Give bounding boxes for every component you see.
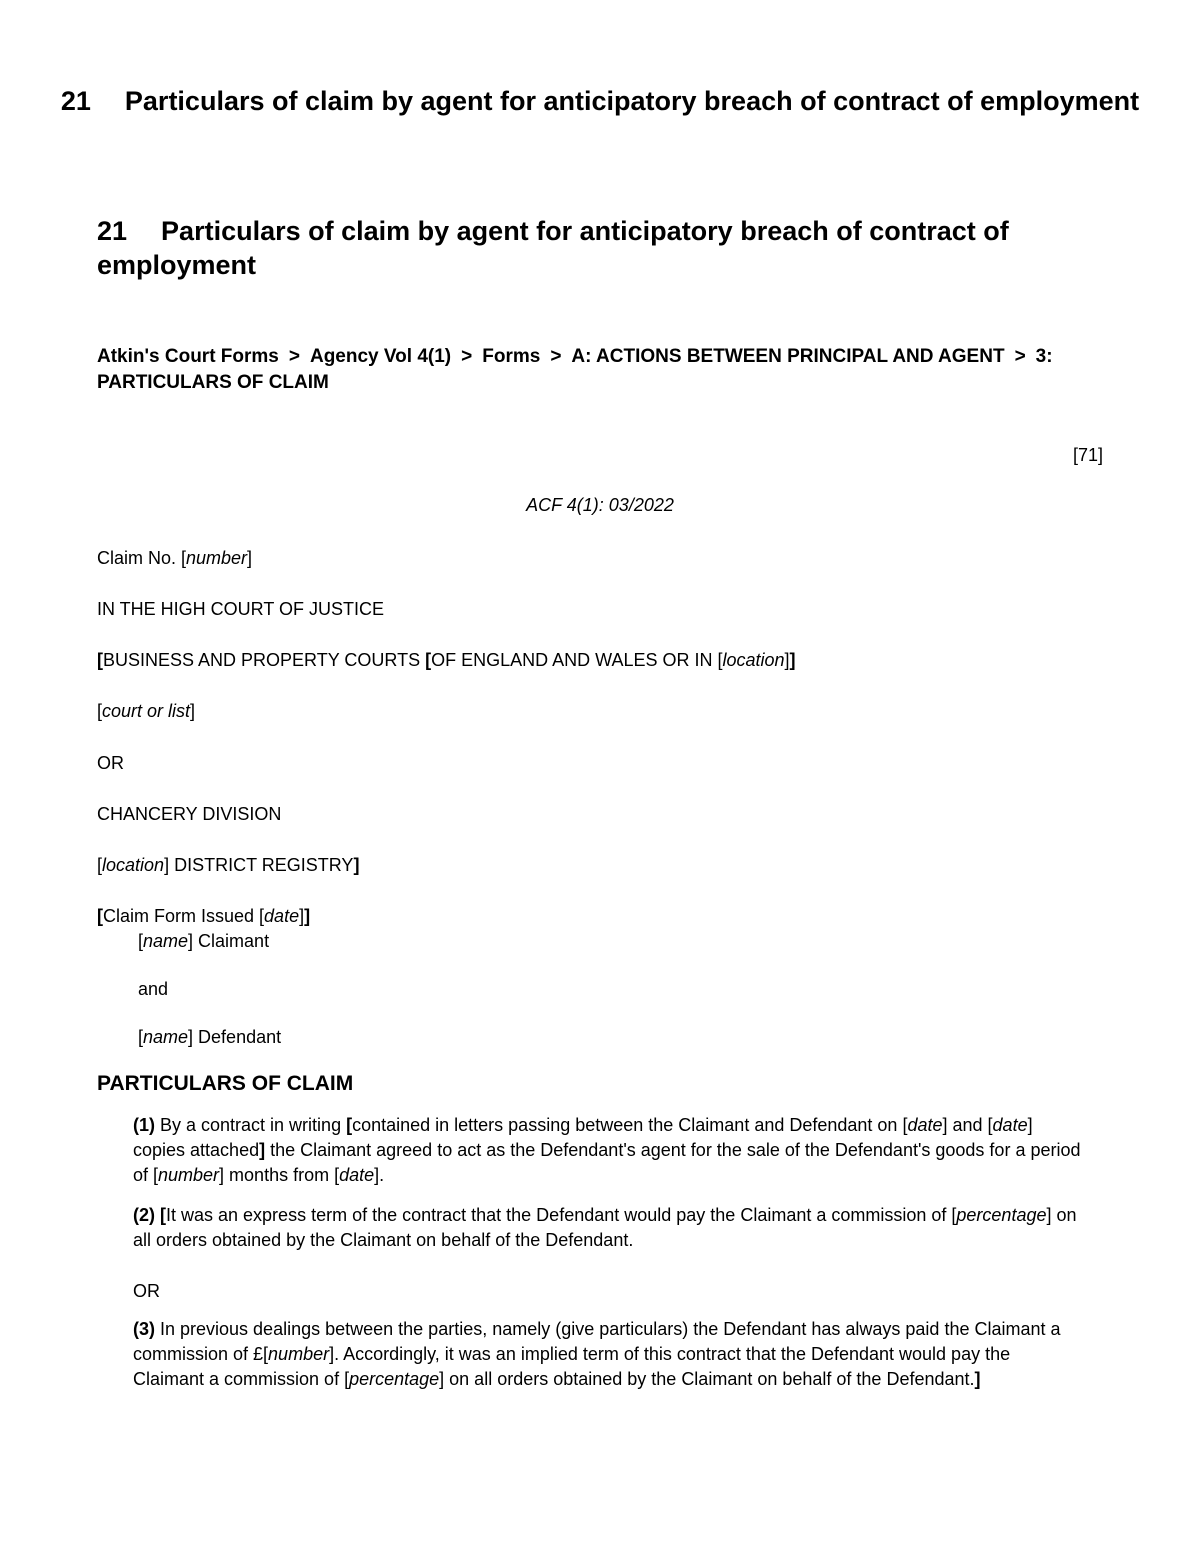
- page-title-centered: [60, 84, 1140, 118]
- title-text: Particulars of claim by agent for anticipatory breach of contract of employment: [124, 86, 1140, 116]
- claimant-line: [name] Claimant: [138, 931, 270, 951]
- court-name: IN THE HIGH COURT OF JUSTICE: [97, 599, 385, 619]
- district-registry: [location] DISTRICT REGISTRY]: [97, 855, 360, 875]
- breadcrumb-item[interactable]: Atkin's Court Forms: [97, 346, 279, 367]
- breadcrumb-separator: >: [550, 346, 562, 367]
- or-separator: OR: [133, 1281, 160, 1301]
- page-reference: [71]: [1072, 445, 1103, 465]
- breadcrumb-item[interactable]: Agency Vol 4(1): [309, 346, 452, 367]
- business-courts-line: [BUSINESS AND PROPERTY COURTS [OF ENGLAND AND WALES OR IN [location]]: [97, 650, 796, 670]
- breadcrumb-item[interactable]: A: ACTIONS BETWEEN PRINCIPAL AND AGENT: [571, 346, 1005, 367]
- breadcrumb-item[interactable]: 3: PARTICULARS OF CLAIM: [97, 346, 1053, 393]
- breadcrumb: [97, 344, 1107, 396]
- breadcrumb-separator: >: [288, 346, 300, 367]
- title-number: 21: [97, 216, 128, 246]
- paragraph-1: (1) By a contract in writing [contained in letters passing between the Claimant and Defendant on [date] and [date] copies attached] the Claimant agreed to act as the Defendant's agent for the sale of the Defendant's goods for a period of [number] months from [date].: [133, 1115, 1081, 1185]
- breadcrumb-item[interactable]: Forms: [482, 346, 541, 367]
- document-title: [97, 214, 1107, 282]
- breadcrumb-separator: >: [1014, 346, 1026, 367]
- title-text: Particulars of claim by agent for anticipatory breach of contract of employment: [97, 216, 1009, 280]
- claim-form-issued: [Claim Form Issued [date]]: [97, 906, 311, 926]
- acf-reference: ACF 4(1): 03/2022: [526, 495, 674, 515]
- defendant-line: [name] Defendant: [138, 1027, 282, 1047]
- paragraph-2: (2) [It was an express term of the contract that the Defendant would pay the Claimant a commission of [percentage] on all orders obtained by the Claimant on behalf of the Defendant.: [133, 1205, 1077, 1250]
- or-separator: OR: [97, 753, 124, 773]
- particulars-heading: PARTICULARS OF CLAIM: [97, 1072, 354, 1095]
- chancery-division: CHANCERY DIVISION: [97, 804, 282, 824]
- claim-number: Claim No. [number]: [97, 548, 253, 568]
- court-or-list: [court or list]: [97, 701, 196, 721]
- and-line: and: [138, 979, 169, 999]
- paragraph-3: (3) In previous dealings between the parties, namely (give particulars) the Defendant has always paid the Claimant a commission of £[number]. Accordingly, it was an implied term of this contract that the Defendant would pay the Claimant a commission of [percentage] on all orders obtained by the Claimant on behalf of the Defendant.]: [133, 1319, 1061, 1389]
- title-number: 21: [60, 86, 91, 116]
- breadcrumb-separator: >: [461, 346, 473, 367]
